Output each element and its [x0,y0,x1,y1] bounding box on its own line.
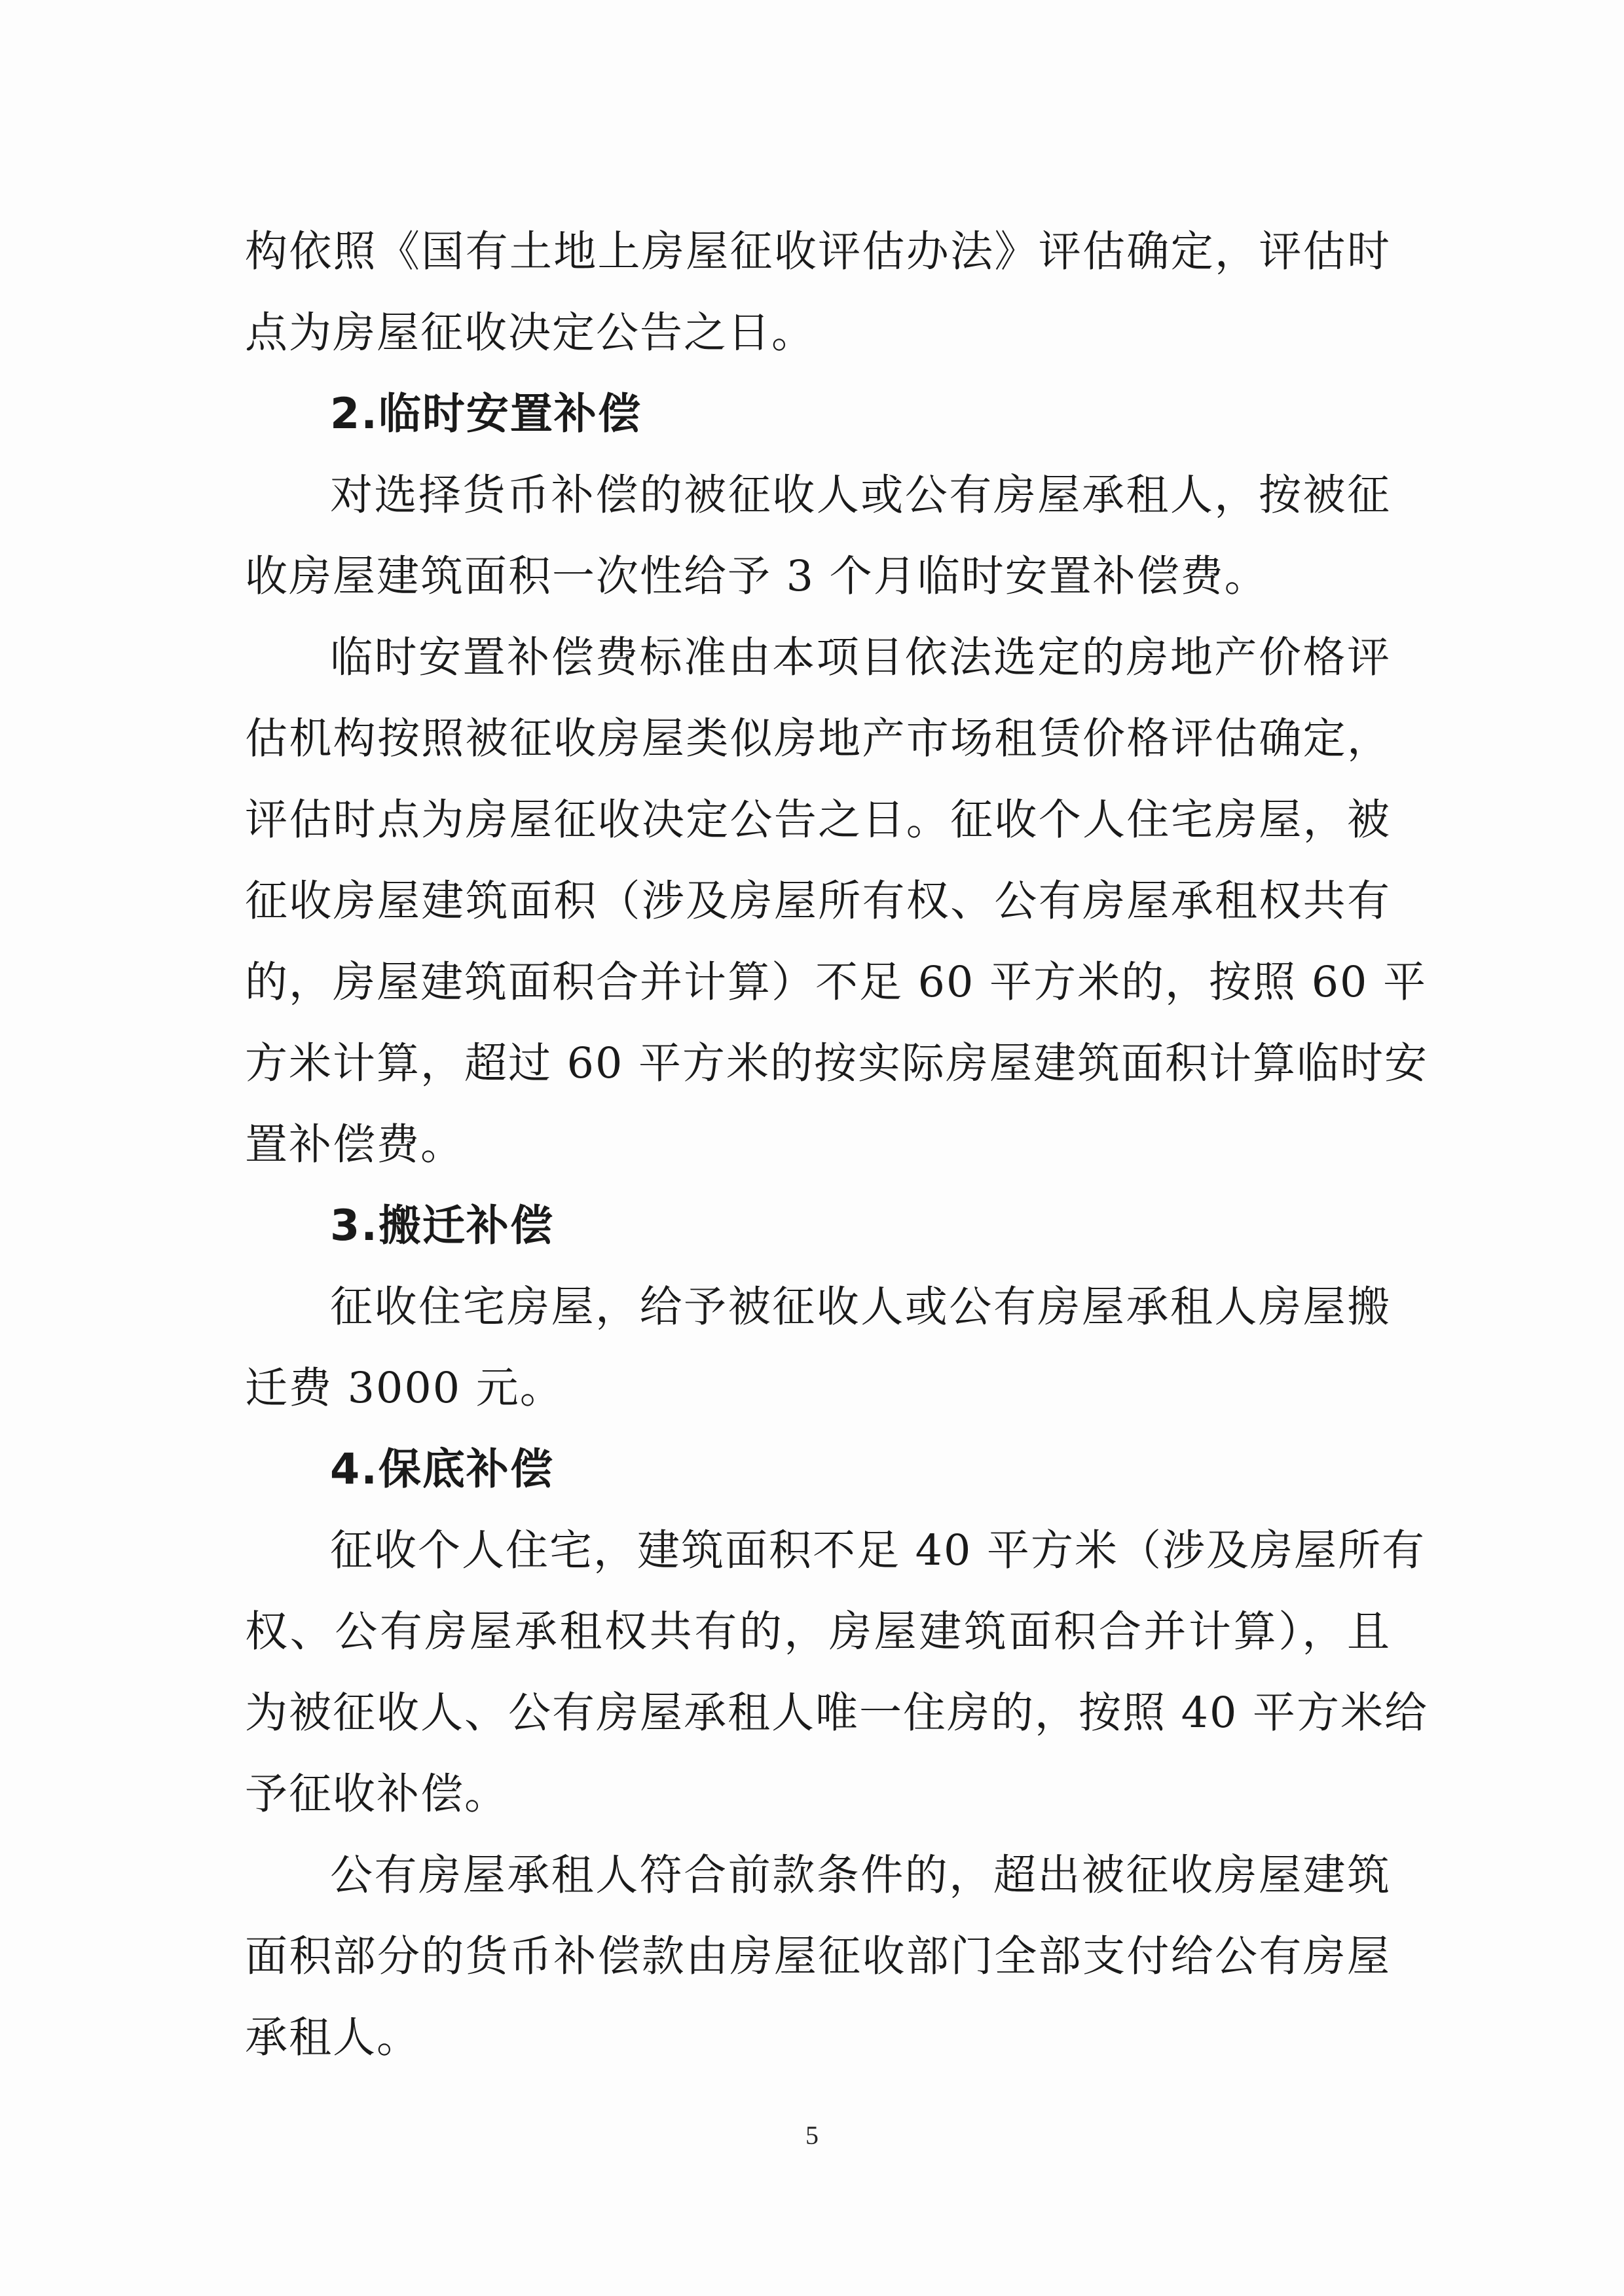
text-line: 公有房屋承租人符合前款条件的，超出被征收房屋建筑 [330,1851,1391,1900]
text-line: 予征收补偿。 [245,1770,509,1819]
text-line: 为被征收人、公有房屋承租人唯一住房的，按照 40 平方米给 [245,1688,1429,1738]
text-line: 方米计算，超过 60 平方米的按实际房屋建筑面积计算临时安 [245,1039,1429,1088]
text-line: 征收房屋建筑面积（涉及房屋所有权、公有房屋承租权共有 [245,877,1391,926]
text-line: 构依照《国有土地上房屋征收评估办法》评估确定，评估时 [245,227,1391,276]
page-number: 5 [805,2121,819,2150]
text-line: 临时安置补偿费标准由本项目依法选定的房地产价格评 [330,633,1391,682]
text-line: 面积部分的货币补偿款由房屋征收部门全部支付给公有房屋 [245,1932,1391,1981]
text-line: 的，房屋建筑面积合并计算）不足 60 平方米的，按照 60 平 [245,958,1428,1007]
text-line: 置补偿费。 [245,1120,465,1169]
text-line: 评估时点为房屋征收决定公告之日。征收个人住宅房屋，被 [245,795,1391,845]
document-body [245,211,1429,2079]
text-line: 点为房屋征收决定公告之日。 [245,308,816,357]
section-heading: 2.临时安置补偿 [330,390,642,439]
text-line: 征收个人住宅，建筑面积不足 40 平方米（涉及房屋所有 [330,1526,1426,1575]
text-line: 估机构按照被征收房屋类似房地产市场租赁价格评估确定， [245,714,1391,763]
text-line: 征收住宅房屋，给予被征收人或公有房屋承租人房屋搬 [330,1283,1391,1332]
section-heading: 4.保底补偿 [330,1445,554,1494]
text-line: 承租人。 [245,2013,421,2062]
section-heading: 3.搬迁补偿 [330,1201,554,1250]
text-line: 迁费 3000 元。 [245,1364,564,1413]
text-line: 收房屋建筑面积一次性给予 3 个月临时安置补偿费。 [245,552,1268,601]
text-line: 对选择货币补偿的被征收人或公有房屋承租人，按被征 [330,471,1391,520]
text-line: 权、公有房屋承租权共有的，房屋建筑面积合并计算），且 [245,1607,1391,1656]
